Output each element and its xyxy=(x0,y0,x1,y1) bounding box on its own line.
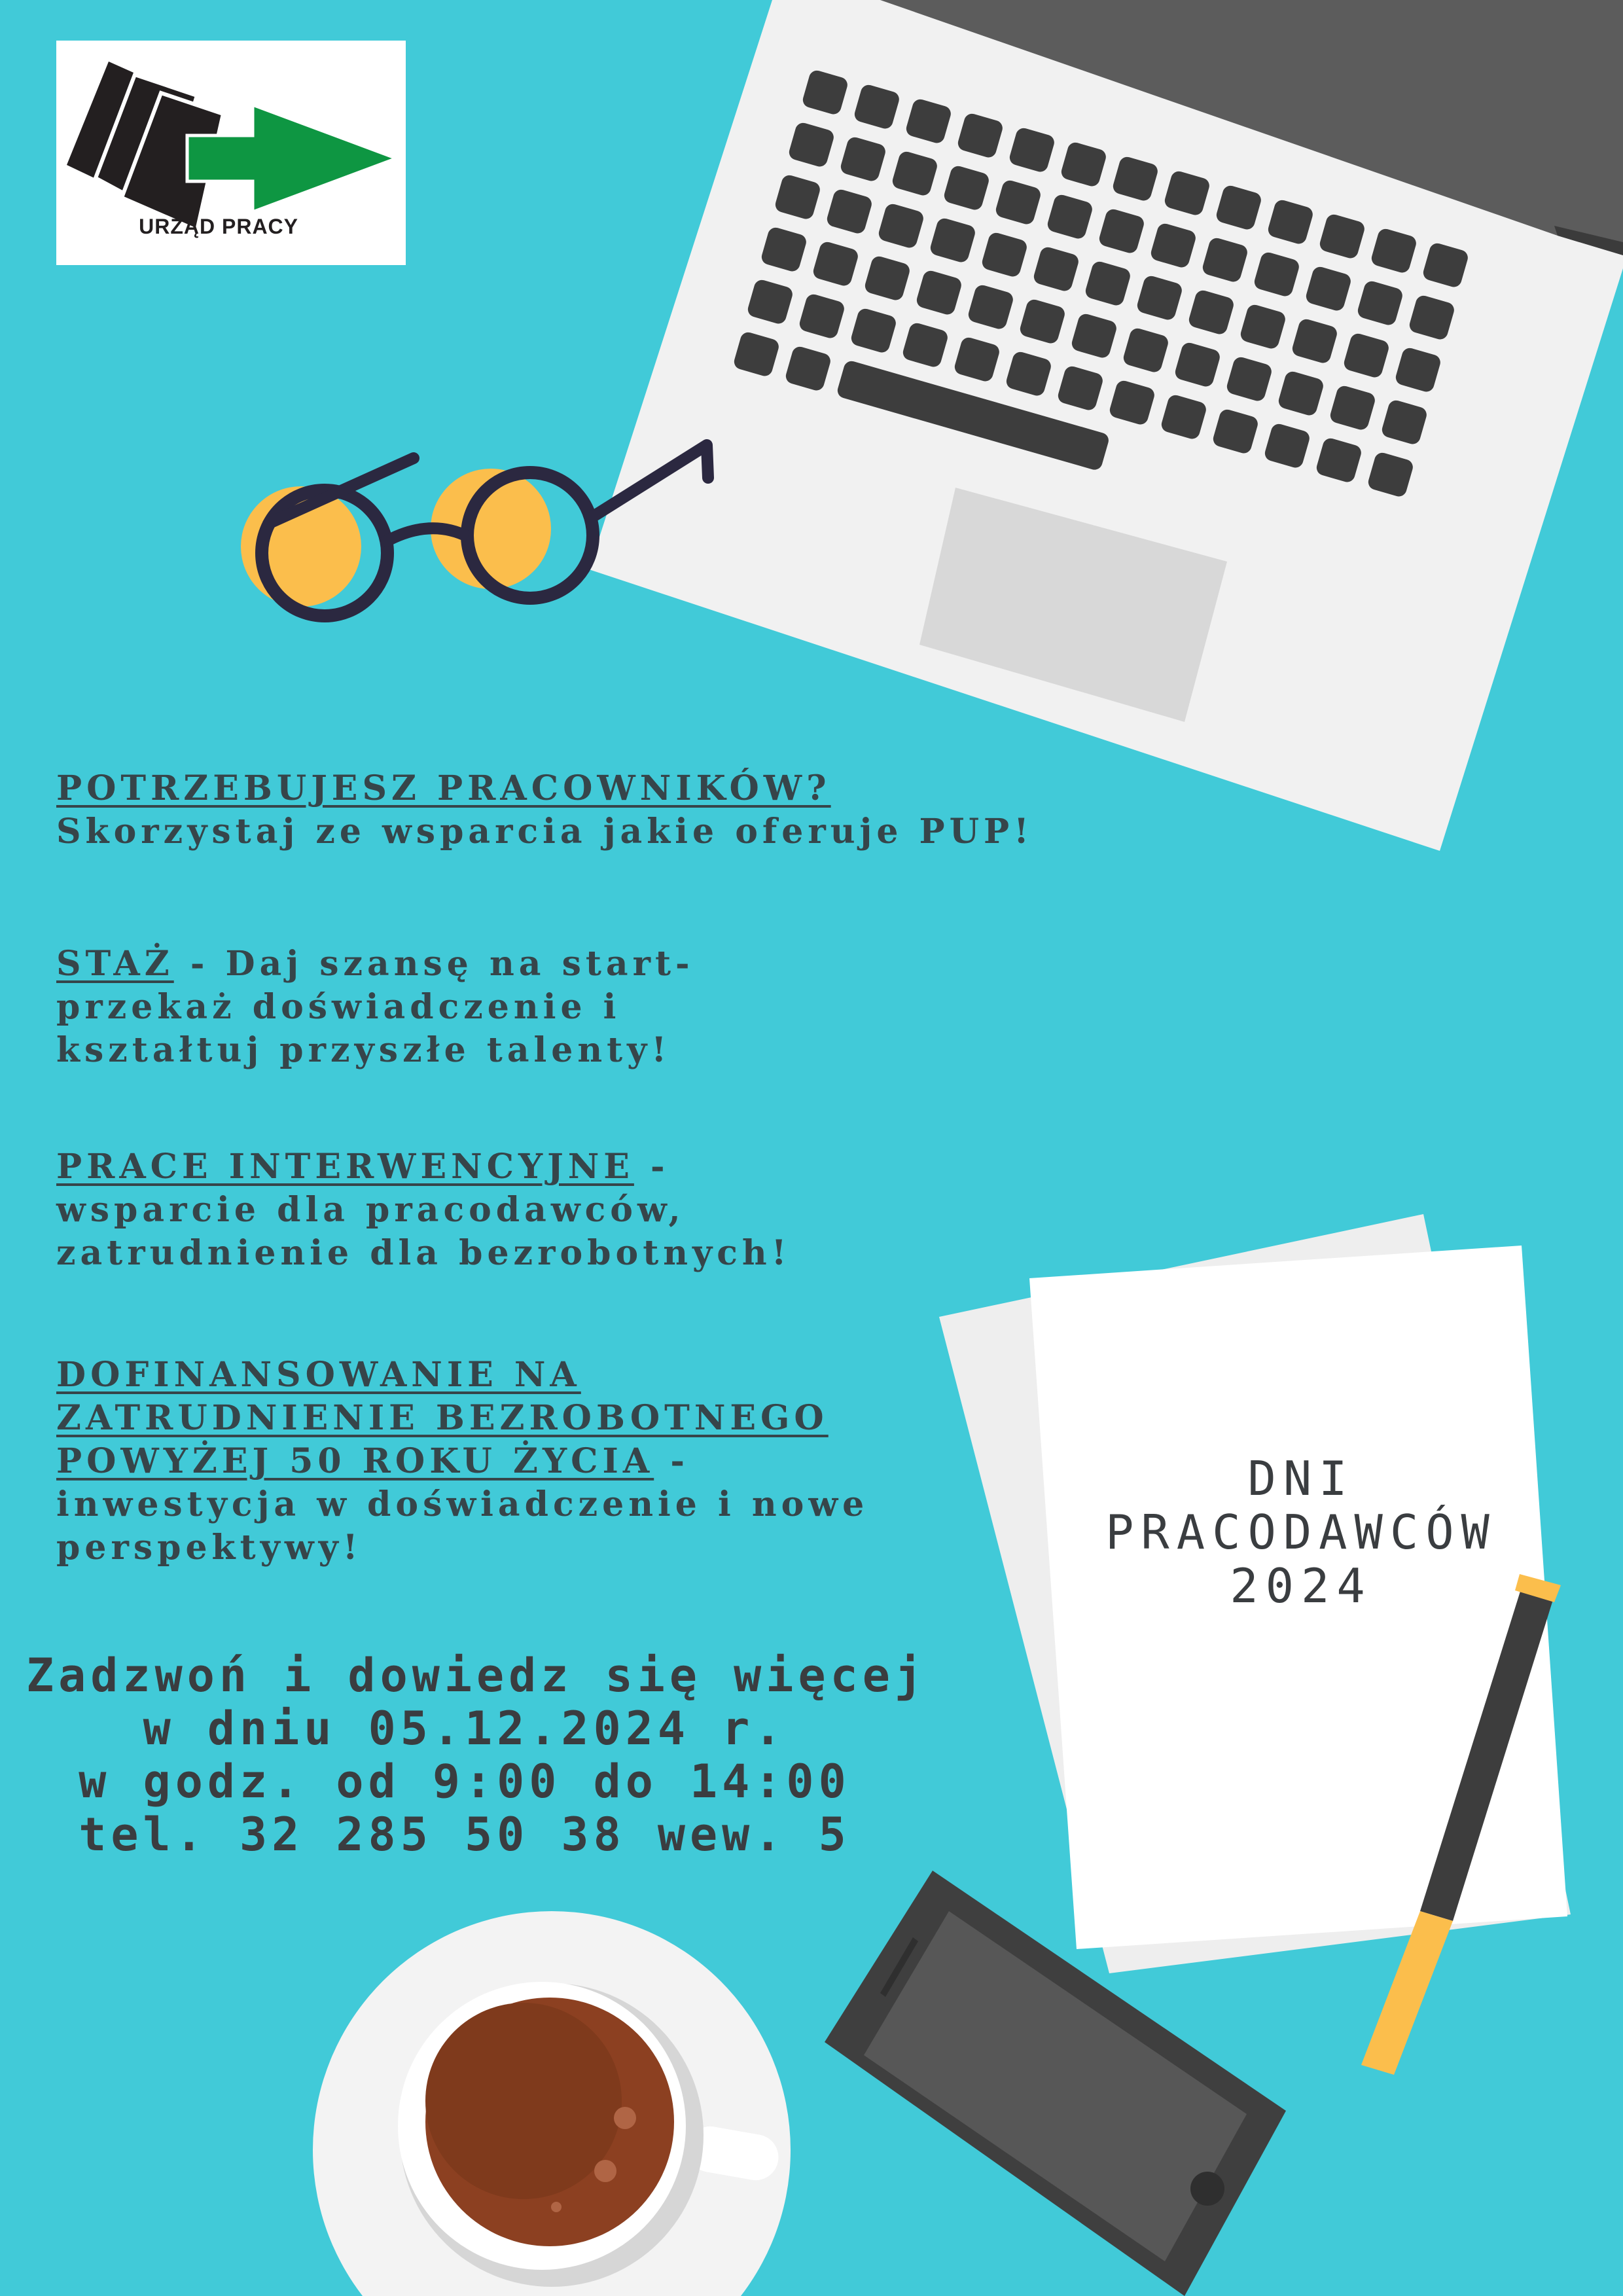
dofinansowanie-section xyxy=(56,1354,972,1570)
contact-line-1: Zadzwoń i dowiedz się więcej xyxy=(26,1649,927,1702)
dofinansowanie-heading-3: POWYŻEJ 50 ROKU ŻYCIA xyxy=(56,1441,654,1481)
dofinansowanie-heading-2: ZATRUDNIENIE BEZROBOTNEGO xyxy=(56,1398,829,1438)
staz-section xyxy=(56,942,972,1072)
staz-line-3: kształtuj przyszłe talenty! xyxy=(56,1030,671,1070)
event-title-line-1: DNI xyxy=(1247,1451,1355,1506)
dofinansowanie-heading-1: DOFINANSOWANIE NA xyxy=(56,1355,581,1395)
event-title-year: 2024 xyxy=(1230,1558,1372,1613)
contact-phone: tel. 32 285 50 38 wew. 5 xyxy=(79,1808,851,1861)
interwencyjne-heading: PRACE INTERWENCYJNE xyxy=(56,1147,634,1187)
dofinansowanie-line-2: inwestycja w doświadczenie i nowe xyxy=(56,1484,869,1524)
staz-line-2: przekaż doświadczenie i xyxy=(56,987,621,1027)
interwencyjne-line-1: - xyxy=(633,1147,669,1187)
intro-section xyxy=(56,767,1033,853)
interwencyjne-line-2: wsparcie dla pracodawców, xyxy=(56,1190,685,1230)
coffee-cup-icon xyxy=(313,1911,791,2296)
contact-info xyxy=(26,1649,927,1861)
logo-text: URZĄD PRACY xyxy=(139,215,298,238)
laptop-icon xyxy=(589,0,1623,851)
intro-heading: POTRZEBUJESZ PRACOWNIKÓW? xyxy=(56,768,831,808)
staz-line-1: - Daj szansę na start- xyxy=(173,944,694,984)
intro-line: Skorzystaj ze wsparcia jakie oferuje PUP! xyxy=(56,812,1033,852)
dofinansowanie-line-3: perspektywy! xyxy=(56,1528,363,1568)
urzad-pracy-logo xyxy=(56,41,406,265)
staz-heading: STAŻ xyxy=(56,944,174,984)
dofinansowanie-line-1: - xyxy=(654,1441,689,1481)
contact-hours: w godz. od 9:00 do 14:00 xyxy=(79,1755,851,1808)
contact-date: w dniu 05.12.2024 r. xyxy=(143,1702,787,1755)
event-title xyxy=(1052,1452,1550,1613)
interwencyjne-section xyxy=(56,1145,972,1275)
interwencyjne-line-3: zatrudnienie dla bezrobotnych! xyxy=(56,1233,791,1273)
event-title-line-2: PRACODAWCÓW xyxy=(1105,1505,1497,1560)
